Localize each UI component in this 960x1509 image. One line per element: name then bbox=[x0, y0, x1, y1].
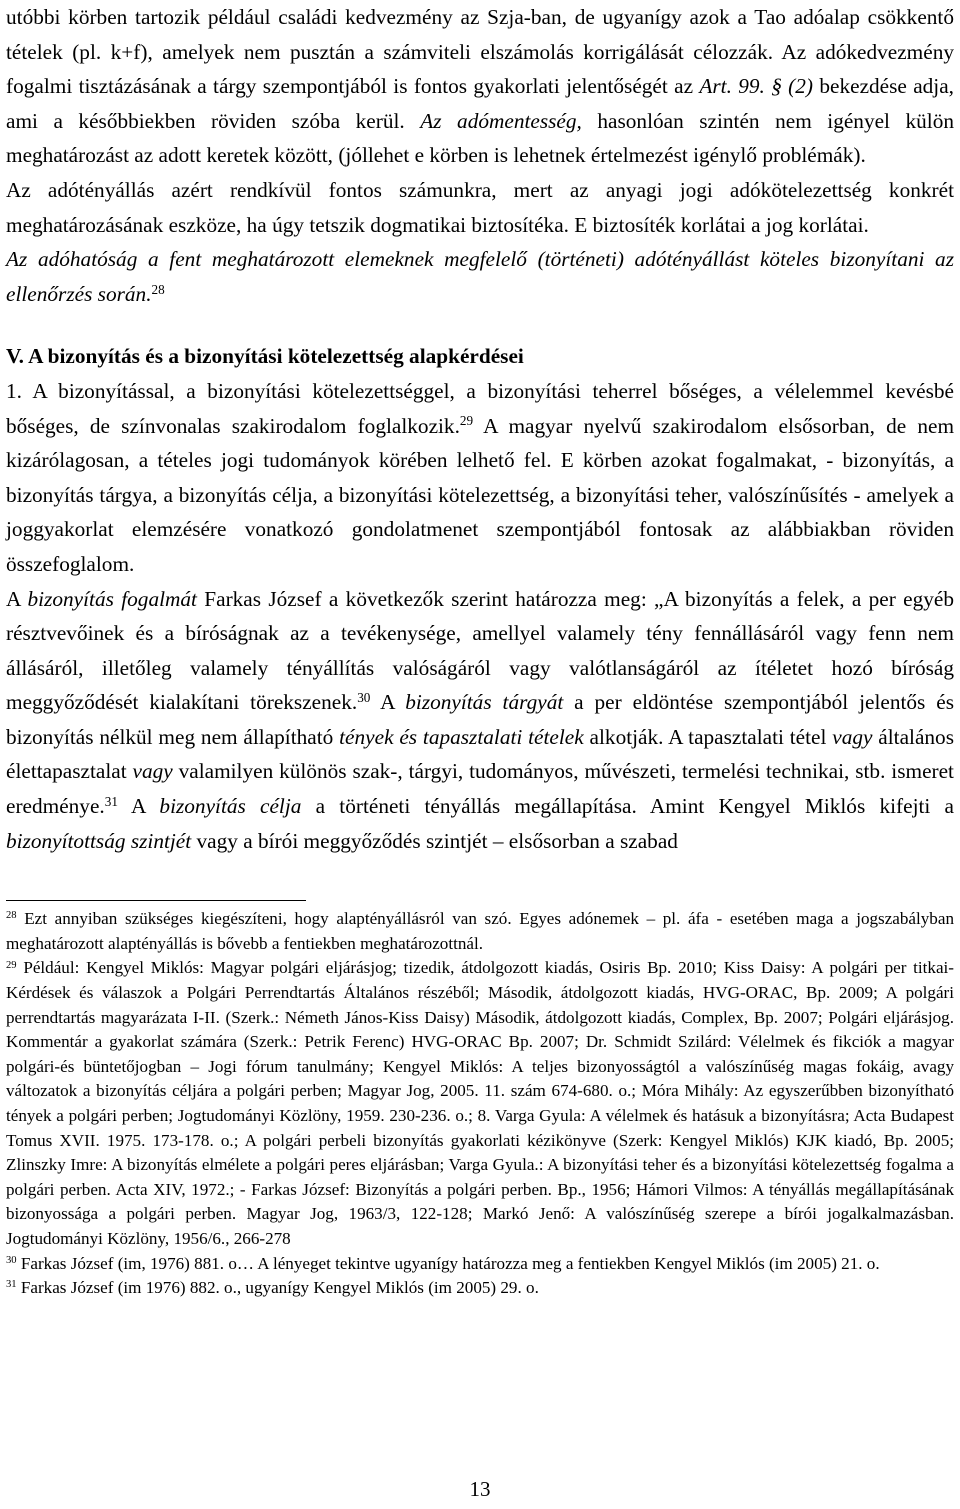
text-run: Farkas József a következők szerint határozza meg: „A bizonyítás a felek, a per egyéb résztvevőinek és a bíróságnak az a tevékenysége, amellyel valamely tény fennállásáról vagy fenn nem állásáról, illetőleg valamely tényállítás valóságáról vagy valótlanságáról az ítéletet hozó bíróság meggyőződését kialakítani törekszenek. bbox=[6, 586, 955, 715]
text-run: hasonlóan szintén nem igényel külön meghatározást az adott keretek között, (jóllehet e körben is lehetnek értelmezést igénylő problémák). bbox=[6, 108, 954, 168]
text-run: A magyar nyelvű szakirodalom elsősorban, de nem kizárólagosan, a tételes jogi tudományok körében lelhető fel. E körben azokat fogalmakat, - bizonyítás, a bizonyítás tárgya, a bizonyítás célja, a bizonyítási kötelezettség, a bizonyítási teher, valószínűsítés - amelyek a joggyakorlat elemzésére vonatkozó gondolatmenet szempontjából fontosak az alábbiakban röviden összefoglalom. bbox=[6, 413, 955, 576]
text-run: A bbox=[370, 690, 406, 715]
text-run: valamilyen különös szak-, tárgyi, tudományos, művészeti, termelési technikai, stb. ismeret eredménye. bbox=[6, 759, 954, 819]
footnotes bbox=[6, 907, 954, 1301]
footnote-29 bbox=[6, 956, 954, 1251]
footnote-ref-29[interactable]: 29 bbox=[459, 413, 474, 429]
footnote-ref-31[interactable]: 31 bbox=[104, 793, 118, 809]
italic-term: Az adómentesség, bbox=[420, 108, 582, 133]
footnote-number: 30 bbox=[6, 1254, 17, 1266]
italic-reference: Art. 99. § (2) bbox=[699, 74, 814, 99]
paragraph-1 bbox=[6, 0, 954, 173]
footnote-text: Farkas József (im, 1976) 881. o… A lényeget tekintve ugyanígy határozza meg a fentiekben Kengyel Miklós (im 2005) 21. o. bbox=[16, 1253, 880, 1273]
text-run: vagy a bírói meggyőződés szintjét – elsősorban a szabad bbox=[191, 828, 678, 853]
italic-term: tények és tapasztalati tételek bbox=[339, 724, 584, 749]
main-text bbox=[6, 0, 954, 311]
footnote-30 bbox=[6, 1252, 954, 1277]
text-run: A bbox=[117, 794, 160, 819]
footnote-31 bbox=[6, 1276, 954, 1301]
footnote-28 bbox=[6, 907, 954, 956]
page-number: 13 bbox=[469, 1477, 491, 1501]
footnote-text: Ezt annyiban szükséges kiegészíteni, hogy alaptényállásról van szó. Egyes adónemek – pl. áfa - esetében maga a jogszabályban meghatározott alaptényállás is bővebb a fentiekben meghatározottnál. bbox=[6, 909, 954, 953]
text-run: a per eldöntése szempontjából jelentős és bizonyítás nélkül meg nem állapítható bbox=[6, 690, 954, 749]
footnote-text: Farkas József (im 1976) 882. o., ugyanígy Kengyel Miklós (im 2005) 29. o. bbox=[16, 1278, 539, 1298]
italic-term: bizonyítás célja bbox=[159, 794, 302, 819]
footnote-divider bbox=[6, 900, 306, 901]
italic-term: bizonyítottság szintjét bbox=[6, 828, 192, 853]
paragraph-3 bbox=[6, 242, 954, 311]
paragraph-2: Az adótényállás azért rendkívül fontos számunkra, mert az anyagi jogi adókötelezettség konkrét meghatározásának eszköze, ha úgy tetszik dogmatikai biztosítéka. E biztosíték korlátai a jog korlátai. bbox=[6, 177, 954, 237]
text-run: alkotják. A tapasztalati tétel bbox=[583, 724, 833, 749]
italic-term: vagy bbox=[832, 724, 873, 749]
footnote-text: Például: Kengyel Miklós: Magyar polgári eljárásjog; tizedik, átdolgozott kiadás, Osiris Bp. 2010; Kiss Daisy: A polgári per titkai- Kérdések és válaszok a Polgári Perrendtartás Általános részéből; Második, átdolgozott kiadás, HVG-ORAC, Bp. 2009; A polgári perrendtartás magyarázata I-II. (Szerk.: Németh János-Kiss Daisy) Második, átdolgozott kiadás, Complex, Bp. 2007; Polgári eljárásjog. Kommentár a gyakorlat számára (Szerk.: Petrik Ferenc) HVG-ORAC Bp. 2007; Dr. Schmidt Szilárd: Vélelmek és fikciók a magyar polgári-és büntetőjogban – Jogi fórum tanulmány; Kengyel Miklós: A teljes bizonyosságtól a valószínűség magas fokáig, avagy változatok a bizonyítás céljára a polgári perben; Magyar Jog, 2005. 11. szám 674-680. o.; Móra Mihály: Az egyszerűbben bizonyítható tények a polgári perben; Jogtudományi Közlöny, 1959. 230-236. o.; 8. Varga Gyula: A vélelmek és hatásuk a bizonyításra; Acta Budapest Tomus XVII. 1975. 173-178. o.; A polgári perbeli bizonyítás gyakorlati kézikönyve (Szerk: Kengyel Miklós) KJK kiadó, Bp. 2005; Zlinszky Imre: A bizonyítás elmélete a polgári peres eljárásban; Varga Gyula.: A bizonyítási teher és a bizonyítási kötelezettség fogalma a polgári perben. Acta XIV, 1972.; - Farkas József: Bizonyítás a polgári perben. Bp., 1956; Hámori Vilmos: A tényállás megállapításának bizonyossága a polgári perben. Magyar Jog, 1963/3, 122-128; Markó Jenő: A valószínűség szerepe a bírói jogalkalmazásban. Jogtudományi Közlöny, 1956/6., 266-278 bbox=[6, 958, 954, 1248]
text-run: 1. A bizonyítással, a bizonyítási kötelezettséggel, a bizonyítási teherrel bőséges, a vélelemmel kevésbé bőséges, de színvonalas szakirodalom foglalkozik. bbox=[6, 378, 954, 438]
main-text-2 bbox=[6, 374, 954, 858]
paragraph-4 bbox=[6, 374, 954, 582]
section-heading: V. A bizonyítás és a bizonyítási kötelezettség alapkérdései bbox=[6, 344, 524, 369]
text-run: általános élettapasztalat bbox=[6, 724, 954, 784]
footnote-ref-30[interactable]: 30 bbox=[357, 690, 371, 706]
text-run: bekezdése adja, ami a későbbiekben röviden szóba kerül. bbox=[6, 74, 954, 133]
italic-term: vagy bbox=[132, 759, 173, 784]
footnote-ref-28[interactable]: 28 bbox=[151, 281, 165, 297]
footnote-number: 28 bbox=[6, 910, 17, 922]
text-run: utóbbi körben tartozik például családi kedvezmény az Szja-ban, de ugyanígy azok a Tao adóalap csökkentő tételek (pl. k+f), amelyek nem pusztán a számviteli elszámolás korrigálását célozzák. Az adókedvezmény fogalmi tisztázásának a tárgy szempontjából is fontos gyakorlati jelentőségét az bbox=[6, 5, 954, 99]
italic-term: bizonyítás fogalmát bbox=[27, 586, 197, 611]
italic-statement: Az adóhatóság a fent meghatározott elemeknek megfelelő (történeti) adótényállást köteles bizonyítani az ellenőrzés során. bbox=[6, 247, 954, 306]
document-page bbox=[6, 0, 954, 1301]
paragraph-5 bbox=[6, 582, 954, 859]
text-run: A bbox=[6, 586, 28, 611]
italic-term: bizonyítás tárgyát bbox=[405, 690, 564, 715]
footnote-number: 29 bbox=[6, 959, 17, 971]
text-run: a történeti tényállás megállapítása. Amint Kengyel Miklós kifejti a bbox=[301, 794, 954, 819]
footnote-number: 31 bbox=[6, 1279, 17, 1291]
